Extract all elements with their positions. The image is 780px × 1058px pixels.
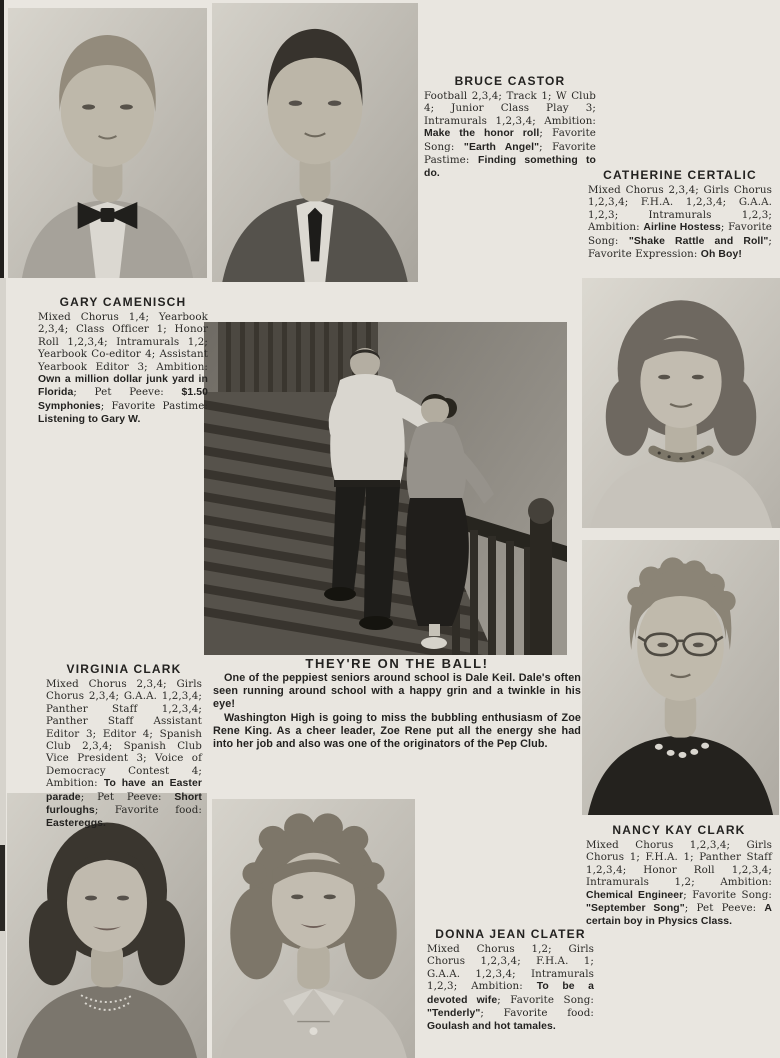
bio-regular-text: Mixed Chorus 1,2,3,4; Girls Chorus 1; F.H.A. 1; Panther Staff 1,2,3,4; Honor Roll 1,2,3,4; Intramurals 1,2; Ambition:	[586, 839, 772, 889]
student-activities	[588, 184, 772, 261]
bio-bold-text: A certain boy in Physics Class.	[586, 903, 772, 928]
bio-regular-text: Mixed Chorus 2,3,4; Girls Chorus 1,2,3,4; F.H.A. 1,2,3,4; G.A.A. 1,2,3; Intramurals 1,2,3; Ambition:	[588, 184, 772, 234]
bio-regular-text: Mixed Chorus 1,4; Yearbook 2,3,4; Class Officer 1; Honor Roll 1,2,3,4; Intramurals 1,2; Yearbook Co-editor 4; Assistant Yearbook Editor 3; Ambition:	[38, 311, 208, 373]
bio-bold-text: Chemical Engineer	[586, 889, 684, 901]
bio-bold-text: "Earth Angel"	[463, 141, 540, 153]
student-activities	[586, 839, 772, 929]
bio-nancy-kay-clark	[586, 823, 772, 929]
student-name: DONNA JEAN CLATER	[435, 927, 586, 941]
bio-catherine-certalic	[588, 168, 772, 261]
student-name: GARY CAMENISCH	[59, 295, 187, 309]
portrait-photo-donna-jean-clater	[212, 799, 415, 1058]
bio-bruce-castor	[424, 74, 596, 181]
bio-regular-text: ; Favorite Pastime:	[424, 140, 596, 167]
feature-paragraph: Washington High is going to miss the bubbling enthusiasm of Zoe Rene King. As a cheer leader, Zoe Rene put all the energy she had into her job and also was one of the originators of the Pep Club.	[213, 711, 581, 751]
portrait-illustration	[582, 540, 779, 815]
bio-regular-text: ; Favorite Song:	[683, 888, 772, 901]
student-activities	[46, 678, 202, 831]
bio-regular-text: Football 2,3,4; Track 1; W Club 4; Junior Class Play 3; Intramurals 1,2,3,4; Ambition:	[424, 90, 596, 127]
scan-edge-artifact	[0, 845, 5, 931]
bio-bold-text: Oh Boy!	[700, 249, 742, 261]
feature-story	[213, 656, 581, 751]
bio-bold-text: Finding something to do.	[424, 155, 597, 180]
scan-edge-artifact	[0, 278, 6, 1058]
bio-bold-text: Listening to Gary W.	[38, 414, 141, 426]
bio-bold-text: Own a million dollar junk yard in Florida	[38, 374, 208, 399]
scan-edge-artifact	[0, 0, 4, 278]
portrait-illustration	[582, 278, 780, 528]
portrait-photo-nancy-kay-clark	[582, 540, 779, 815]
staircase-illustration	[204, 322, 567, 655]
student-name: BRUCE CASTOR	[454, 74, 566, 88]
portrait-photo-catherine-certalic	[582, 278, 780, 528]
bio-bold-text: Short furloughs	[46, 791, 202, 817]
bio-donna-jean-clater	[427, 927, 594, 1034]
bio-bold-text: Make the honor roll	[424, 128, 540, 140]
bio-regular-text: ; Favorite Song:	[588, 221, 772, 247]
bio-bold-text: Goulash and hot tamales.	[427, 1021, 556, 1033]
bio-virginia-clark	[46, 662, 202, 831]
bio-bold-text: Airline Hostess	[643, 222, 721, 234]
student-name: CATHERINE CERTALIC	[603, 168, 757, 182]
portrait-illustration	[212, 799, 415, 1058]
portrait-illustration	[212, 3, 418, 282]
student-activities	[424, 90, 596, 181]
bio-bold-text: "Tenderly"	[427, 1008, 481, 1020]
bio-bold-text: To have an Easter parade	[46, 778, 202, 803]
student-activities	[38, 311, 208, 427]
bio-bold-text: $1.50 Symphonies	[38, 387, 208, 412]
candid-photo-students-on-staircase	[204, 322, 567, 655]
bio-regular-text: ; Favorite Song:	[497, 993, 594, 1006]
bio-bold-text: Eastereggs.	[46, 818, 107, 830]
bio-regular-text: ; Favorite food:	[480, 1007, 594, 1020]
student-activities	[427, 943, 594, 1034]
bio-regular-text: Mixed Chorus 1,2; Girls Chorus 1,2,3,4; F.H.A. 1; G.A.A. 1,2,3,4; Intramurals 1,2,3; Ambition:	[427, 943, 594, 993]
bio-regular-text: ; Favorite Expression:	[588, 234, 772, 261]
bio-bold-text: "Shake Rattle and Roll"	[628, 235, 769, 247]
portrait-illustration	[8, 8, 207, 278]
bio-gary-camenisch	[38, 295, 208, 427]
bio-regular-text: ; Pet Peeve:	[80, 790, 175, 803]
portrait-photo-gary-camenisch	[8, 8, 207, 278]
portrait-photo-bruce-castor	[212, 3, 418, 282]
bio-regular-text: Mixed Chorus 2,3,4; Girls Chorus 2,3,4; G.A.A. 1,2,3,4; Panther Staff 1,2,3,4; Panther Staff Assistant Editor 3; Editor 4; Spanish Club 2,3,4; Spanish Club Vice President 3; Voice of Democracy Contest 4; Ambition:	[46, 678, 202, 790]
bio-regular-text: ; Favorite Song:	[424, 127, 597, 153]
student-name: NANCY KAY CLARK	[612, 823, 746, 837]
feature-title: THEY'RE ON THE BALL!	[305, 656, 489, 671]
bio-bold-text: "September Song"	[586, 903, 685, 915]
bio-regular-text: ; Pet Peeve:	[73, 386, 182, 399]
bio-regular-text: ; Favorite food:	[94, 804, 202, 817]
bio-regular-text: ; Pet Peeve:	[684, 902, 765, 915]
bio-bold-text: To be a devoted wife	[427, 981, 594, 1006]
feature-paragraph: One of the peppiest seniors around school is Dale Keil. Dale's often seen running around school with a happy grin and a twinkle in his eye!	[213, 672, 581, 711]
student-name: VIRGINIA CLARK	[66, 662, 182, 676]
bio-regular-text: ; Favorite Pastime:	[100, 399, 208, 412]
